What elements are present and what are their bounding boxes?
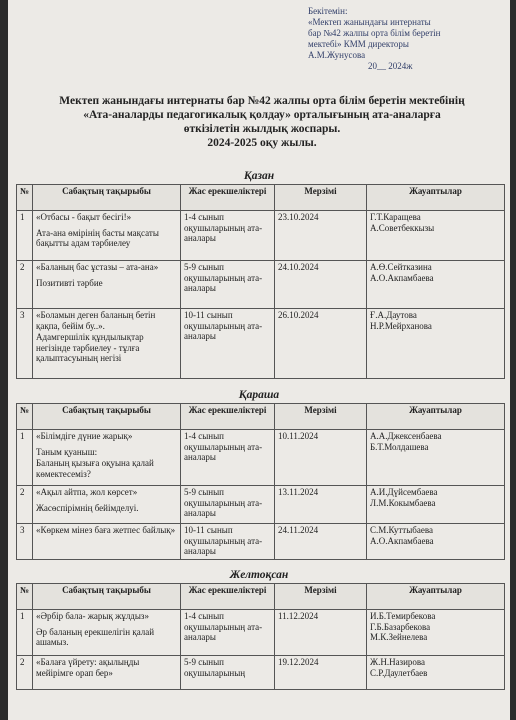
row-age: 5-9 сынып оқушыларының ата-аналары — [181, 261, 275, 309]
plan-table-december — [16, 583, 505, 690]
topic-subtitle: Таным қуаныш: — [36, 446, 98, 457]
topic-title: «Ақыл айтпа, жол көрсет» — [36, 487, 138, 497]
table-row — [17, 261, 505, 309]
topic-subtitle: Позитивті тәрбие — [36, 277, 103, 288]
row-age: 1-4 сынып оқушыларының ата-аналары — [181, 211, 275, 261]
month-heading-november: Қараша — [238, 389, 280, 401]
responsible-name: Ж.Н.Назирова — [370, 657, 426, 667]
row-date: 24.11.2024 — [275, 524, 367, 560]
topic-title: «Баланың бас ұстазы – ата-ана» — [36, 262, 159, 272]
responsible-name: М.К.Зейнелева — [370, 632, 428, 642]
table-row — [17, 524, 505, 560]
row-topic — [33, 524, 181, 560]
month-heading-october: Қазан — [243, 170, 275, 182]
approval-line: бар №42 жалпы орта білім беретін — [308, 28, 441, 38]
title-line: Мектеп жанындағы интернаты бар №42 жалпы орта білім беретін мектебінің — [59, 95, 465, 107]
row-num: 1 — [17, 430, 33, 486]
topic-title: «Боламын деген баланың бетін қақпа, бейім бу..». — [36, 310, 156, 331]
table-row — [17, 656, 505, 690]
table-row — [17, 309, 505, 379]
row-num: 2 — [17, 486, 33, 524]
table-row — [17, 610, 505, 656]
document-page — [8, 0, 510, 720]
row-num: 2 — [17, 656, 33, 690]
responsible-name: А.А.Джексенбаева — [370, 431, 442, 441]
row-date: 10.11.2024 — [275, 430, 367, 486]
row-age: 10-11 сынып оқушыларының ата-аналары — [181, 309, 275, 379]
topic-subtitle: Баланың қызыға оқуына қалай көмектесеміз? — [36, 458, 154, 479]
header-date: Мерзімі — [275, 404, 367, 430]
row-responsible — [367, 524, 505, 560]
responsible-name: С.М.Куттыбаева — [370, 525, 433, 535]
row-topic — [33, 309, 181, 379]
topic-title: «Балаға үйрету: ақылыңды мейірімге орап бер» — [36, 657, 140, 678]
topic-title: «Білімдіге дүние жарық» — [36, 431, 133, 441]
header-topic: Сабақтың тақырыбы — [33, 185, 181, 211]
topic-subtitle: Жасөспірімнің бейімделуі. — [36, 502, 139, 513]
row-topic — [33, 261, 181, 309]
row-responsible — [367, 261, 505, 309]
responsible-name: Б.Т.Молдашева — [370, 441, 429, 452]
title-line: 2024-2025 оқу жылы. — [207, 137, 317, 149]
topic-title: «Көркем мінез баға жетпес байлық» — [36, 525, 176, 535]
row-date: 24.10.2024 — [275, 261, 367, 309]
row-responsible — [367, 430, 505, 486]
responsible-name: И.Б.Темирбекова — [370, 611, 436, 621]
header-responsible: Жауаптылар — [367, 185, 505, 211]
header-topic: Сабақтың тақырыбы — [33, 584, 181, 610]
topic-title: «Әрбір бала- жарық жұлдыз» — [36, 611, 149, 621]
row-age: 5-9 сынып оқушыларының — [181, 656, 275, 690]
approval-line: мектебі» КММ директоры — [308, 39, 409, 49]
row-age: 5-9 сынып оқушыларының ата-аналары — [181, 486, 275, 524]
row-date: 26.10.2024 — [275, 309, 367, 379]
document-title — [26, 94, 498, 150]
responsible-name: Ғ.А.Даутова — [370, 310, 417, 320]
responsible-name: Г.Б.Базарбекова — [370, 621, 431, 632]
header-date: Мерзімі — [275, 584, 367, 610]
responsible-name: А.Ө.Сейтказина — [370, 262, 432, 272]
title-line: «Ата-аналарды педагогикалық қолдау» орталығының ата-аналарға — [83, 109, 441, 121]
row-responsible — [367, 309, 505, 379]
row-age: 10-11 сынып оқушыларының ата-аналары — [181, 524, 275, 560]
header-responsible: Жауаптылар — [367, 404, 505, 430]
header-num: № — [17, 185, 33, 211]
header-responsible: Жауаптылар — [367, 584, 505, 610]
row-date: 23.10.2024 — [275, 211, 367, 261]
plan-table-october — [16, 184, 505, 379]
row-responsible — [367, 486, 505, 524]
row-topic — [33, 610, 181, 656]
topic-subtitle: Адамгершілік құндылықтар негізінде тәрбиелеу - тұлға қалыптасуының негізі — [36, 332, 144, 363]
table-row — [17, 430, 505, 486]
responsible-name: Г.Т.Каращева — [370, 212, 421, 222]
row-num: 3 — [17, 309, 33, 379]
header-date: Мерзімі — [275, 185, 367, 211]
topic-subtitle: Әр баланың ерекшелігін қалай ашамыз. — [36, 626, 155, 647]
topic-title: «Отбасы - бақыт бесігі!» — [36, 212, 132, 222]
row-topic — [33, 430, 181, 486]
title-line: өткізілетін жылдық жоспары. — [183, 123, 341, 135]
table-row — [17, 211, 505, 261]
plan-table-november — [16, 403, 505, 560]
header-num: № — [17, 404, 33, 430]
responsible-name: А.О.Акпамбаева — [370, 535, 434, 546]
row-responsible — [367, 211, 505, 261]
row-age: 1-4 сынып оқушыларының ата-аналары — [181, 430, 275, 486]
row-date: 11.12.2024 — [275, 610, 367, 656]
row-topic — [33, 486, 181, 524]
approval-stamp — [308, 6, 508, 72]
row-date: 19.12.2024 — [275, 656, 367, 690]
responsible-name: С.Р.Даулетбаев — [370, 667, 428, 678]
approval-line: А.М.Жунусова — [308, 50, 366, 60]
header-num: № — [17, 584, 33, 610]
responsible-name: А.И.Дүйсембаева — [370, 487, 438, 497]
approval-line: Бекітемін: — [308, 6, 348, 16]
approval-line: «Мектеп жанындағы интернаты — [308, 17, 431, 27]
responsible-name: Н.Р.Мейрханова — [370, 320, 432, 331]
header-age: Жас ерекшеліктері — [181, 404, 275, 430]
row-responsible — [367, 610, 505, 656]
row-num: 1 — [17, 211, 33, 261]
header-age: Жас ерекшеліктері — [181, 185, 275, 211]
row-age: 1-4 сынып оқушыларының ата-аналары — [181, 610, 275, 656]
approval-date: 20__ 2024ж — [368, 61, 413, 71]
row-num: 1 — [17, 610, 33, 656]
responsible-name: А.О.Акпамбаева — [370, 272, 434, 283]
responsible-name: А.Советбеккызы — [370, 222, 435, 233]
row-num: 2 — [17, 261, 33, 309]
row-topic — [33, 211, 181, 261]
header-topic: Сабақтың тақырыбы — [33, 404, 181, 430]
topic-subtitle: Ата-ана өмірінің басты мақсаты бақытты адам тәрбиелеу — [36, 227, 159, 248]
row-date: 13.11.2024 — [275, 486, 367, 524]
row-responsible — [367, 656, 505, 690]
row-topic — [33, 656, 181, 690]
table-row — [17, 486, 505, 524]
month-heading-december: Желтоқсан — [229, 569, 289, 581]
row-num: 3 — [17, 524, 33, 560]
responsible-name: Л.М.Кокымбаева — [370, 497, 436, 508]
header-age: Жас ерекшеліктері — [181, 584, 275, 610]
